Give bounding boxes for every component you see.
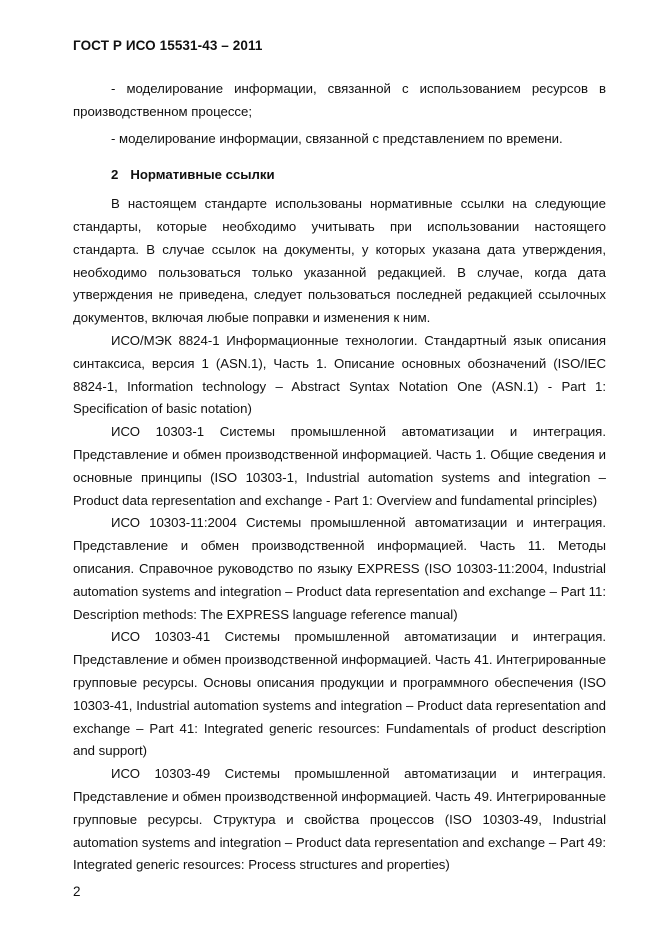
intro-item-1: - моделирование информации, связанной с использованием ресурсов в производственном процессе; — [73, 81, 606, 119]
section-title: Нормативные ссылки — [130, 167, 275, 183]
reference-iso-iec-8824-1: ИСО/МЭК 8824-1 Информационные технологии. Стандартный язык описания синтаксиса, версия 1 (ASN.1), Часть 1. Описание основных обозначений (ISO/IEC 8824-1, Information technology – Abstract Syntax Notation One (ASN.1) - Part 1: Specification of basic notation) — [73, 332, 606, 417]
section-number: 2 — [111, 167, 119, 183]
document-body — [73, 78, 606, 877]
paragraph-intro: В настоящем стандарте использованы нормативные ссылки на следующие стандарты, которые необходимо учитывать при использовании настоящего стандарта. В случае ссылок на документы, у которых указана дата утверждения, необходимо пользоваться только указанной редакцией. В случае, когда дата утверждения не приведена, следует пользоваться последней редакцией ссылочных документов, включая любые поправки и изменения к ним. — [73, 196, 606, 326]
intro-item-2: - моделирование информации, связанной с представлением по времени. — [111, 130, 563, 146]
reference-iso-10303-49: ИСО 10303-49 Системы промышленной автоматизации и интеграция. Представление и обмен производственной информацией. Часть 49. Интегрированные групповые ресурсы. Структура и свойства процессов (ISO 10303-49, Industrial automation systems and integration – Product data representation and exchange – Part 49: Integrated generic resources: Process structures and properties) — [73, 766, 606, 873]
page-number: 2 — [73, 884, 81, 899]
reference-iso-10303-11: ИСО 10303-11:2004 Системы промышленной автоматизации и интеграция. Представление и обмен производственной информацией. Часть 11. Методы описания. Справочное руководство по языку EXPRESS (ISO 10303-11:2004, Industrial automation systems and integration – Product data representation and exchange – Part 11: Description methods: The EXPRESS language reference manual) — [73, 515, 606, 622]
reference-iso-10303-41: ИСО 10303-41 Системы промышленной автоматизации и интеграция. Представление и обмен производственной информацией. Часть 41. Интегрированные групповые ресурсы. Основы описания продукции и программного обеспечения (ISO 10303-41, Industrial automation systems and integration – Product data representation and exchange – Part 41: Integrated generic resources: Fundamentals of product description and support) — [73, 629, 606, 759]
reference-iso-10303-1: ИСО 10303-1 Системы промышленной автоматизации и интеграция. Представление и обмен производственной информацией. Часть 1. Общие сведения и основные принципы (ISO 10303-1, Industrial automation systems and integration – Product data representation and exchange - Part 1: Overview and fundamental principles) — [73, 424, 606, 508]
document-header: ГОСТ Р ИСО 15531-43 – 2011 — [73, 38, 263, 53]
section-heading — [73, 164, 606, 187]
